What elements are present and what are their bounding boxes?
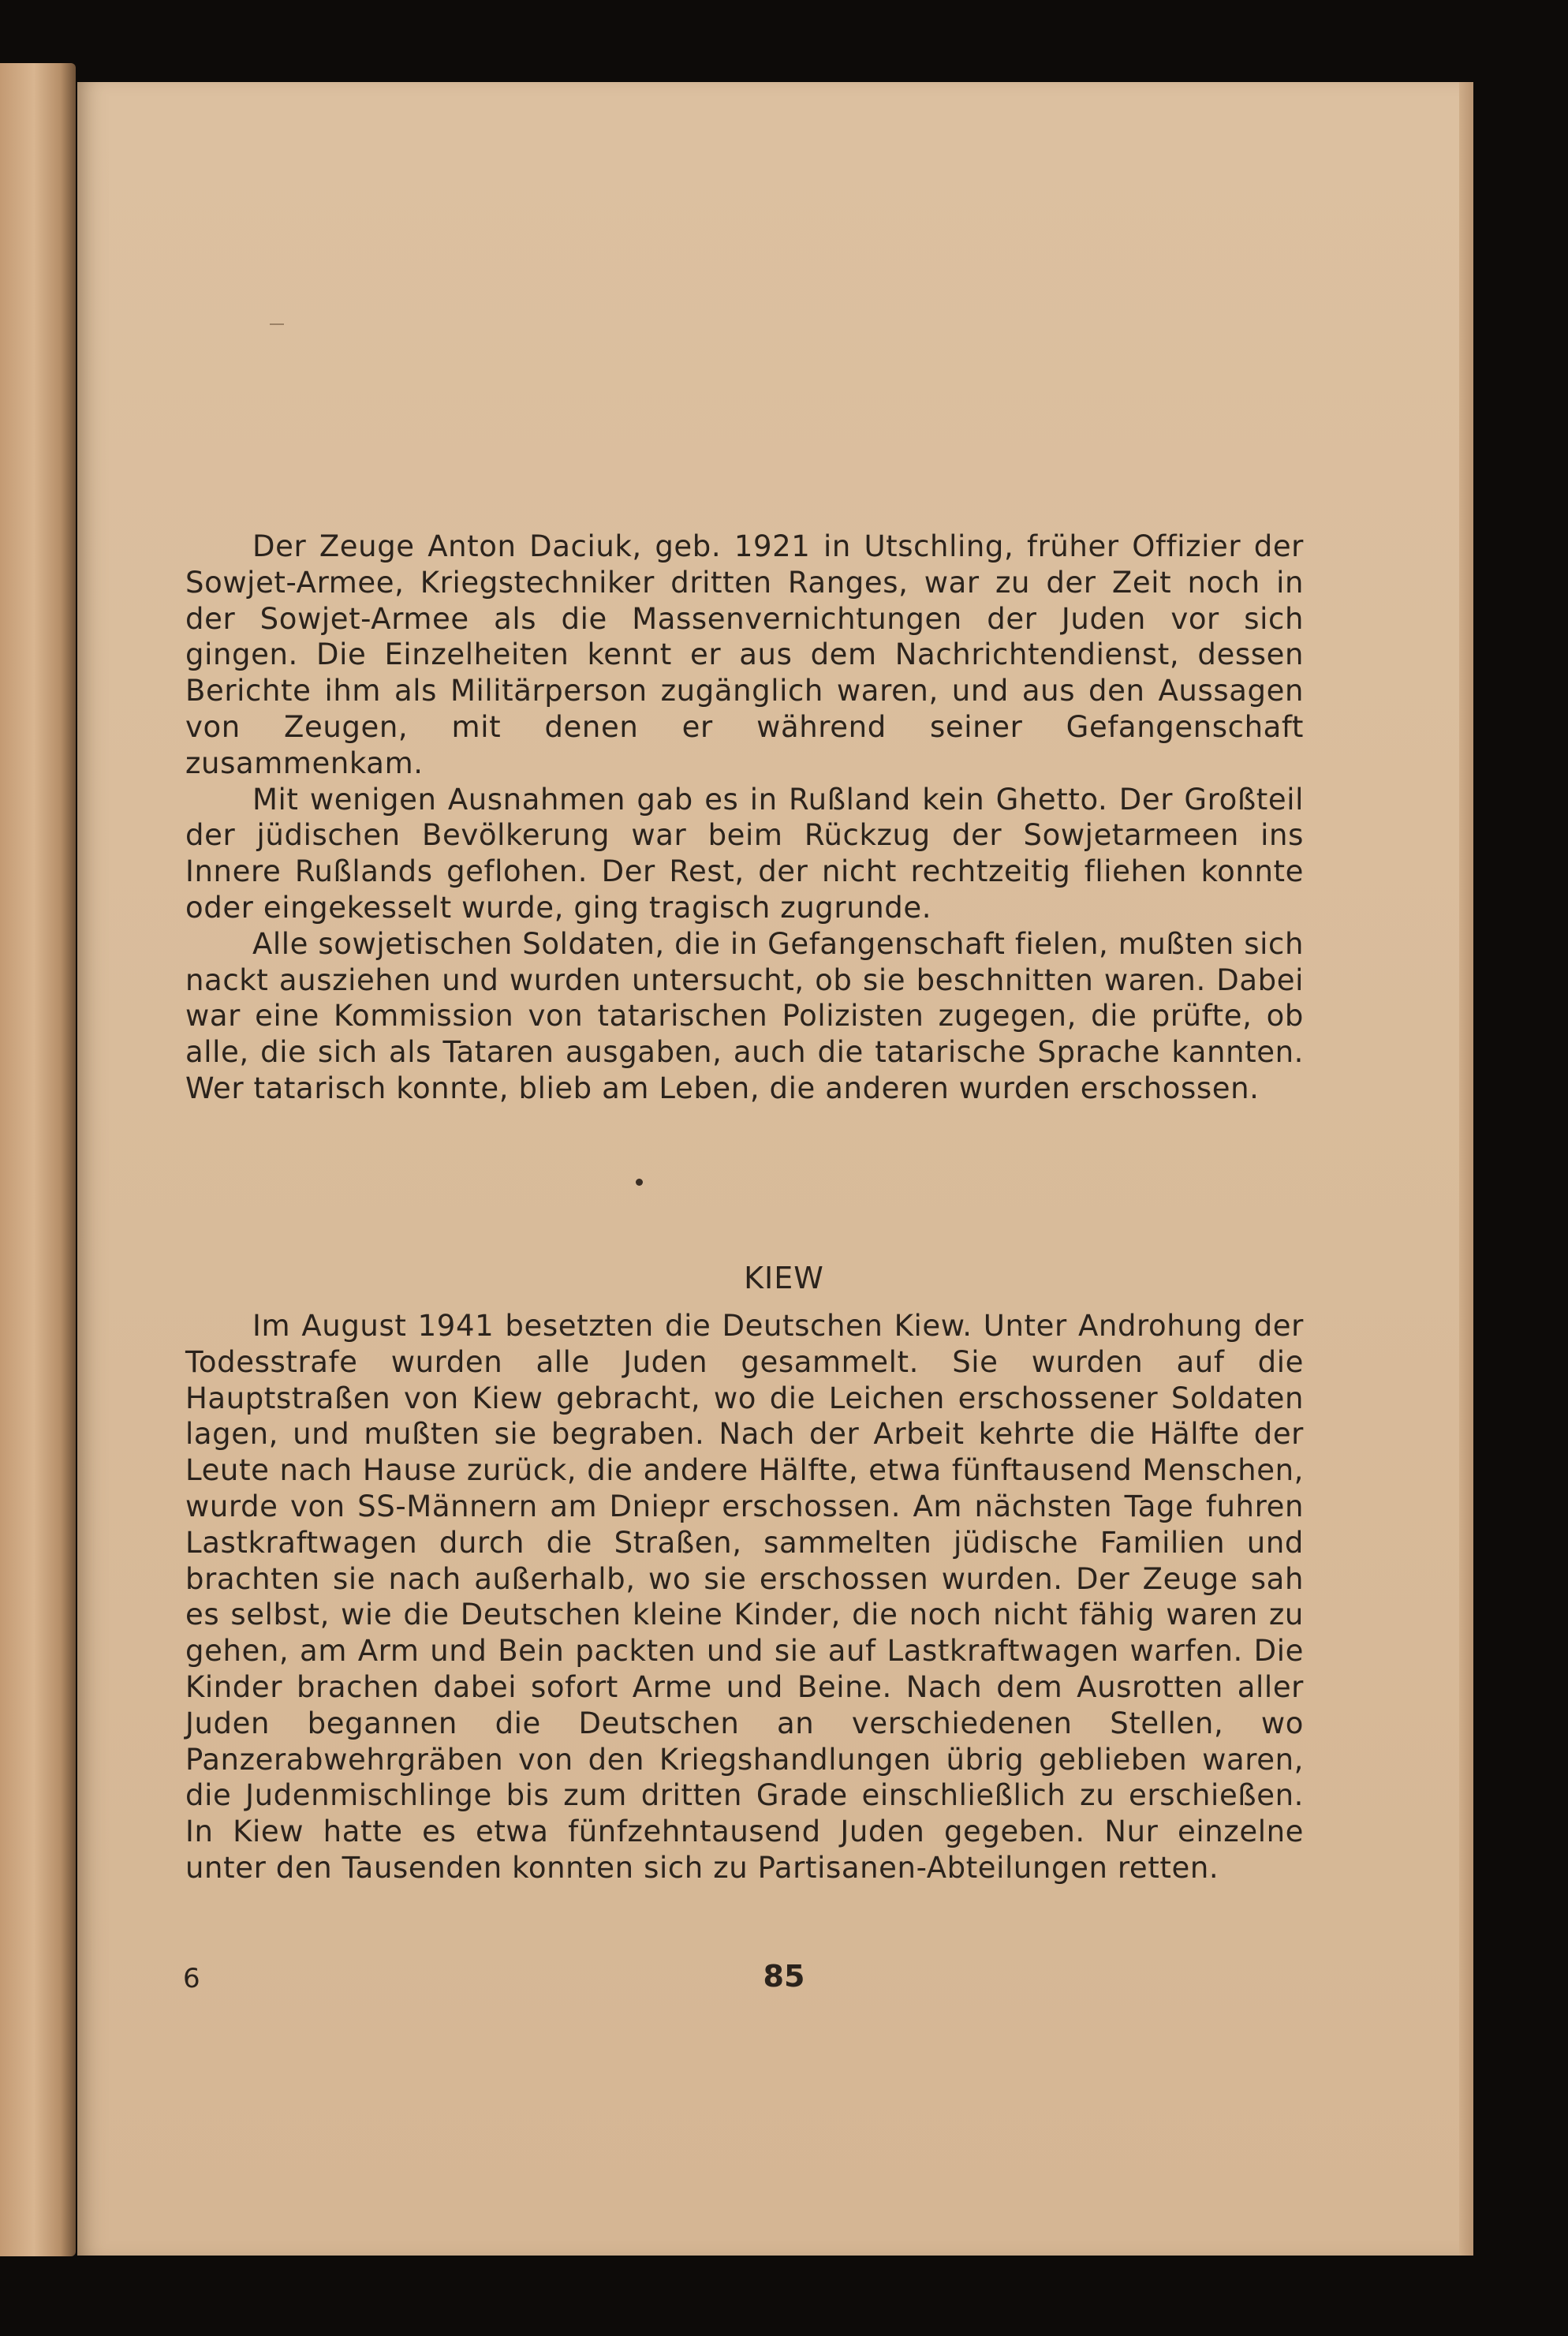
paragraph-4: Im August 1941 besetzten die Deutschen Kiew. Unter Androhung der Todesstrafe wurden alle Juden gesammelt. Sie wurden auf die Hauptstraßen von Kiew gebracht, wo die Leichen erschossener Soldaten lagen, und mußten sie begraben. Nach der Arbeit kehrte die Hälfte der Leute nach Hause zurück, die andere Hälfte, etwa fünftausend Menschen, wurde von SS-Männern am Dniepr erschossen. Am nächsten Tage fuhren Lastkraftwagen durch die Straßen, sammelten jüdische Familien und brachten sie nach außerhalb, wo sie erschossen wurden. Der Zeuge sah es selbst, wie die Deutschen kleine Kinder, die noch nicht fähig waren zu gehen, am Arm und Bein packten und sie auf Lastkraftwagen warfen. Die Kinder brachen dabei sofort Arme und Beine. Nach dem Ausrotten aller Juden begannen die Deutschen an verschiedenen Stellen, wo Panzerabwehrgräben von den Kriegshandlungen übrig geblieben waren, die Judenmischlinge bis zum dritten Grade einschließlich zu erschießen. In Kiew hatte es etwa fünfzehntausend Juden gegeben. Nur einzelne unter den Tausenden konnten sich zu Partisanen-Abteilungen retten. [185,1309,1304,1885]
page-number: 85 [763,1959,805,1994]
paragraph-1: Der Zeuge Anton Daciuk, geb. 1921 in Utschling, früher Offizier der Sowjet-Armee, Kriegstechniker dritten Ranges, war zu der Zeit noch in der Sowjet-Armee als die Massenvernichtungen der Juden vor sich gingen. Die Einzelheiten kennt er aus dem Nachrichtendienst, dessen Berichte ihm als Militärperson zugänglich waren, und aus den Aussagen von Zeugen, mit denen er während seiner Gefangenschaft zusammenkam. [185,529,1304,780]
book-page [77,82,1465,2256]
section-heading: KIEW [744,1261,824,1295]
section-divider-dot [636,1179,643,1186]
page-right-edge [1459,82,1473,2256]
section-2-text [185,1308,1304,1886]
signature-mark: 6 [183,1963,200,1994]
paragraph-3: Alle sowjetischen Soldaten, die in Gefangenschaft fielen, mußten sich nackt ausziehen und wurden untersucht, ob sie beschnitten waren. Dabei war eine Kommission von tatarischen Polizisten zugegen, die prüfte, ob alle, die sich als Tataren ausgaben, auch die tatarische Sprache kannten. Wer tatarisch konnte, blieb am Leben, die anderen wurden erschossen. [185,926,1304,1105]
paragraph-2: Mit wenigen Ausnahmen gab es in Rußland kein Ghetto. Der Großteil der jüdischen Bevölkerung war beim Rückzug der Sowjetarmeen ins Innere Rußlands geflohen. Der Rest, der nicht rechtzeitig fliehen konnte oder eingekesselt wurde, ging tragisch zugrunde. [185,782,1304,925]
facing-page-edge [0,63,76,2256]
paper-mark [270,323,284,325]
section-1-text [185,529,1304,1107]
